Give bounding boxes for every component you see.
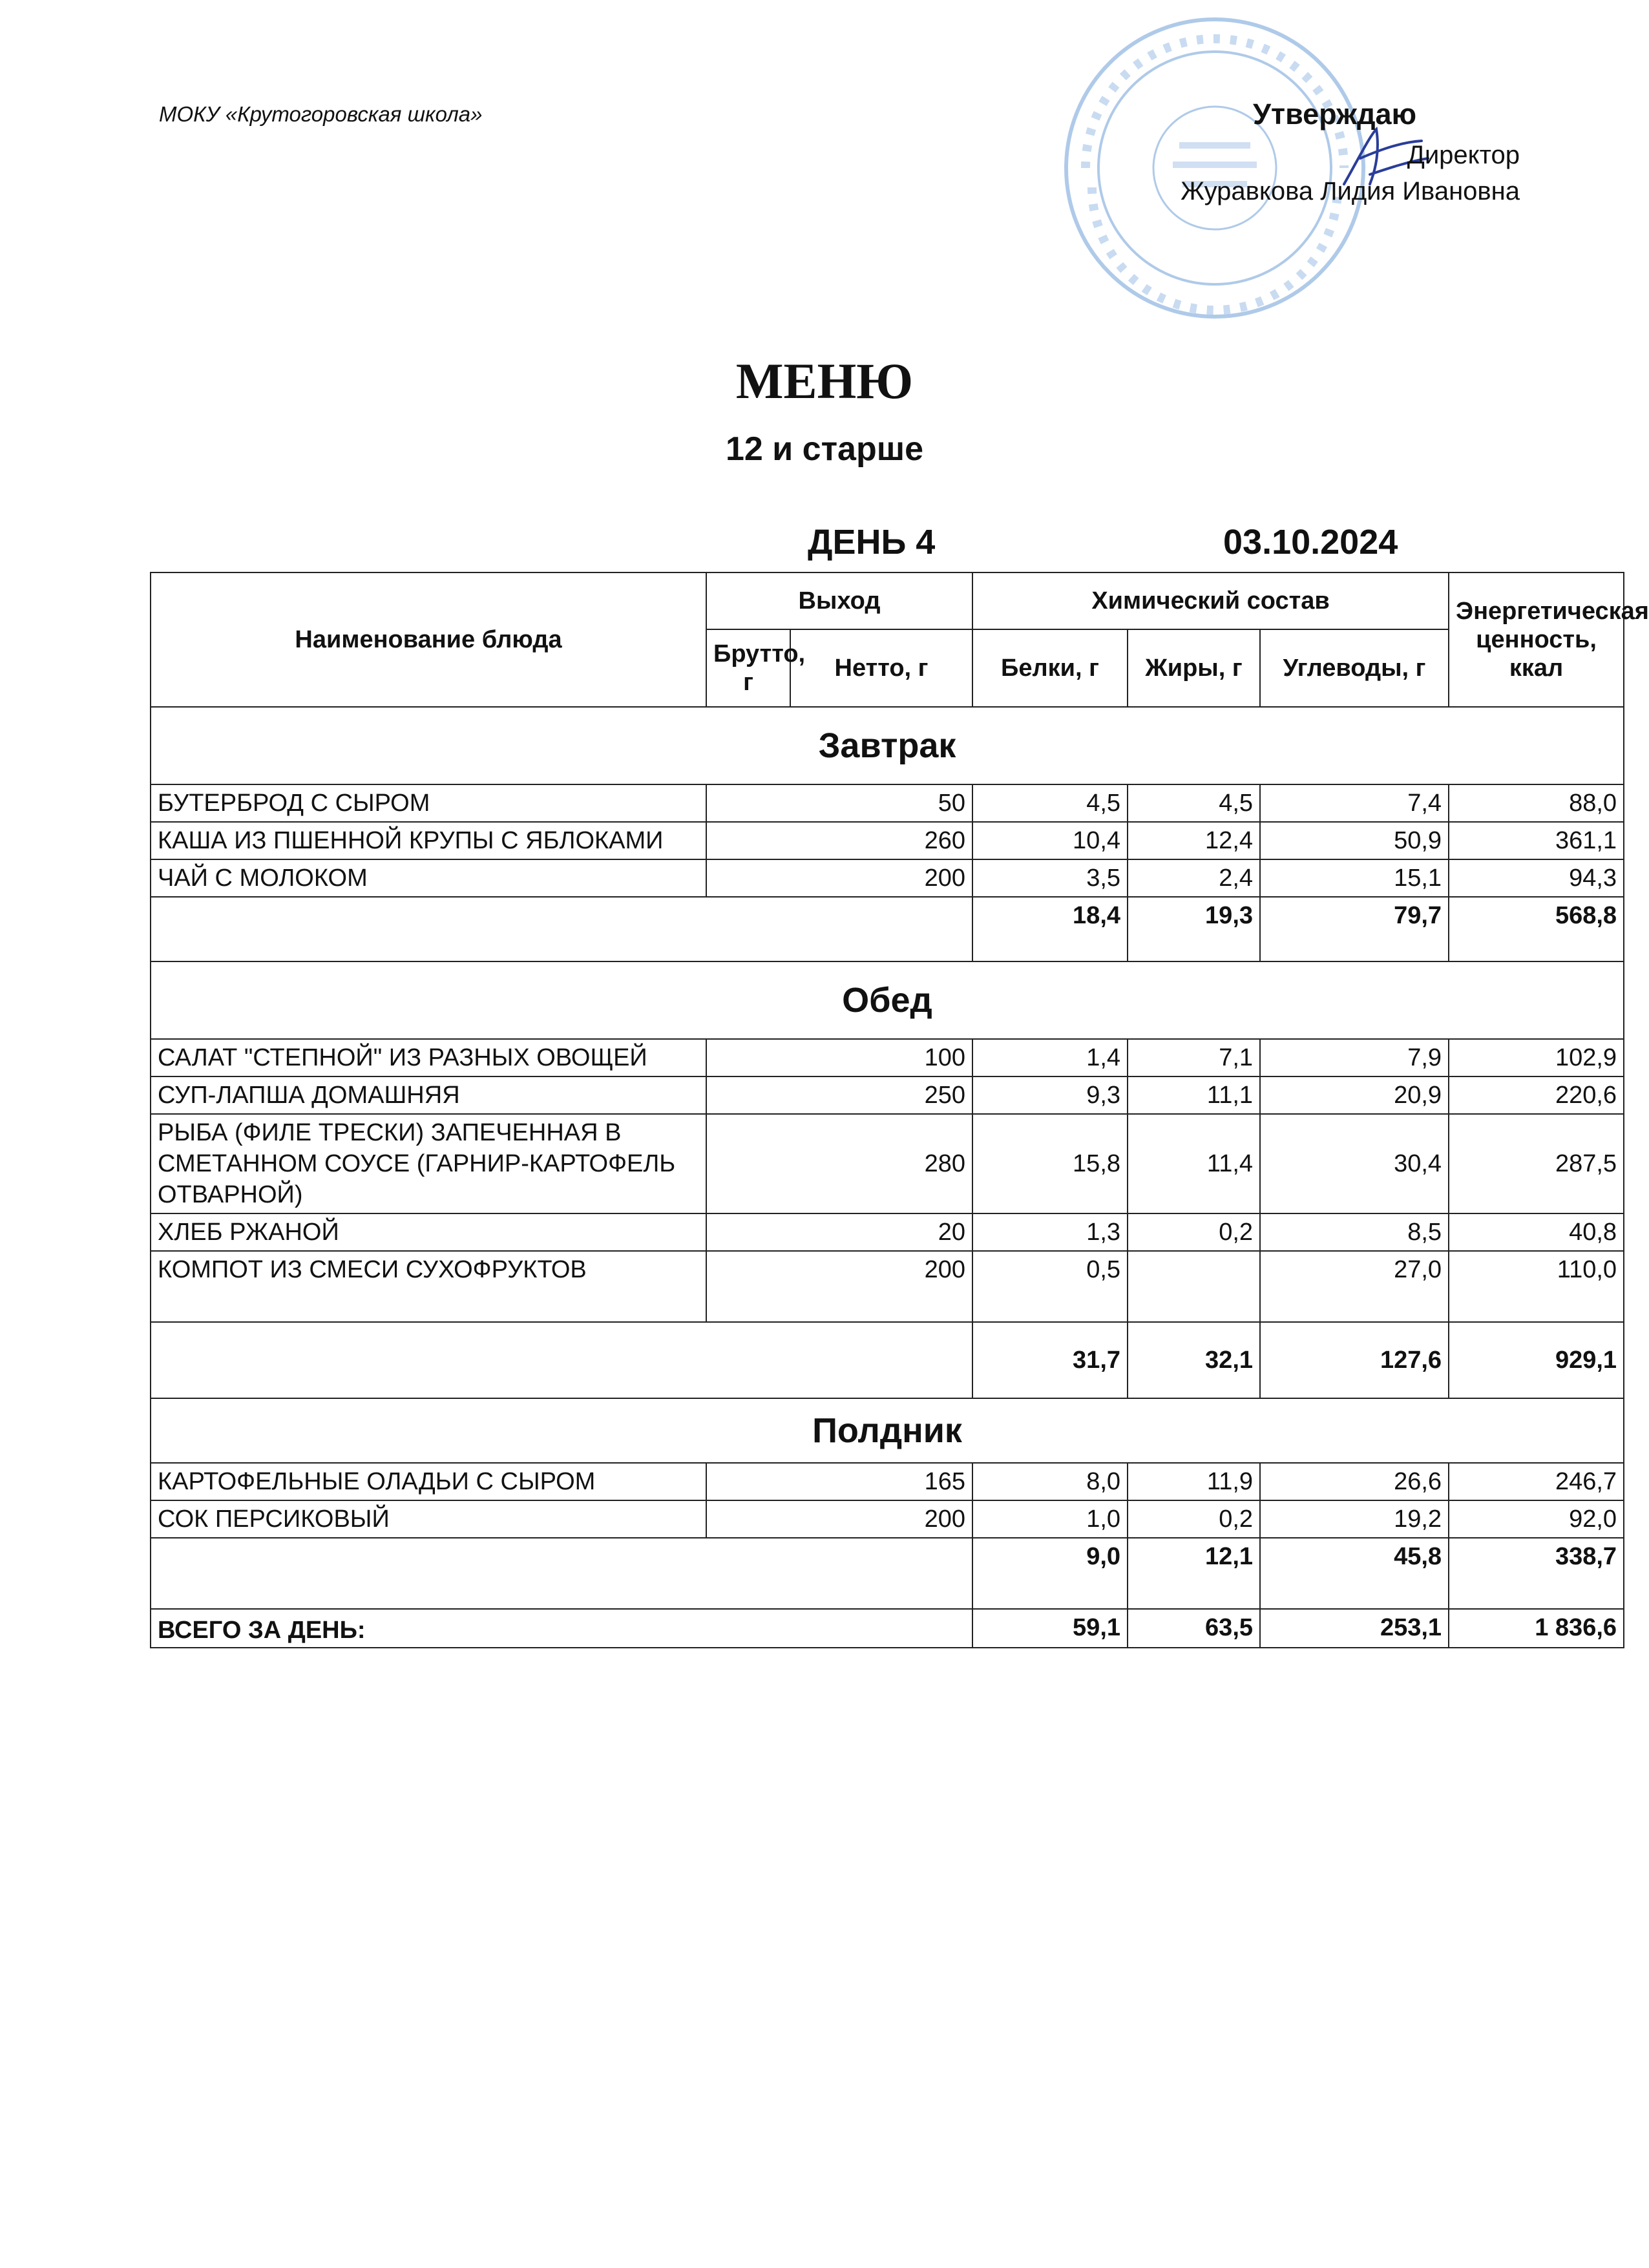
day-total-protein: 59,1 — [972, 1609, 1128, 1648]
header-carbs: Углеводы, г — [1260, 629, 1449, 707]
total-protein: 31,7 — [972, 1322, 1128, 1398]
fat-cell: 11,4 — [1128, 1114, 1260, 1213]
netto-cell: 20 — [706, 1213, 972, 1251]
carbs-cell: 50,9 — [1260, 822, 1449, 859]
netto-cell: 260 — [706, 822, 972, 859]
day-total-fat: 63,5 — [1128, 1609, 1260, 1648]
dish-name: ХЛЕБ РЖАНОЙ — [151, 1213, 706, 1251]
netto-cell: 250 — [706, 1076, 972, 1114]
header-protein: Белки, г — [972, 629, 1128, 707]
menu-body — [151, 707, 1624, 1648]
director-position: Директор — [1407, 141, 1520, 169]
fat-cell: 0,2 — [1128, 1213, 1260, 1251]
day-label: ДЕНЬ 4 — [808, 523, 936, 562]
carbs-cell: 20,9 — [1260, 1076, 1449, 1114]
fat-cell: 7,1 — [1128, 1039, 1260, 1076]
total-fat: 12,1 — [1128, 1538, 1260, 1609]
fat-cell: 0,2 — [1128, 1500, 1260, 1538]
day-total-carbs: 253,1 — [1260, 1609, 1449, 1648]
netto-cell: 280 — [706, 1114, 972, 1213]
header-dish-name: Наименование блюда — [151, 572, 706, 707]
carbs-cell: 7,4 — [1260, 784, 1449, 822]
table-row — [151, 1039, 1624, 1076]
section-total-row — [151, 897, 1624, 961]
total-empty-cell — [151, 1538, 972, 1609]
total-kcal: 568,8 — [1449, 897, 1624, 961]
kcal-cell: 287,5 — [1449, 1114, 1624, 1213]
day-total-label: ВСЕГО ЗА ДЕНЬ: — [151, 1609, 972, 1648]
dish-name: КАША ИЗ ПШЕННОЙ КРУПЫ С ЯБЛОКАМИ — [151, 822, 706, 859]
total-empty-cell — [151, 1322, 972, 1398]
section-title: Полдник — [151, 1398, 1624, 1463]
day-total-row — [151, 1609, 1624, 1648]
header-energy: Энергетическая ценность, ккал — [1449, 572, 1624, 707]
total-carbs: 79,7 — [1260, 897, 1449, 961]
total-fat: 32,1 — [1128, 1322, 1260, 1398]
dish-name: КОМПОТ ИЗ СМЕСИ СУХОФРУКТОВ — [151, 1251, 706, 1322]
approve-title: Утверждаю — [1253, 98, 1416, 131]
carbs-cell: 7,9 — [1260, 1039, 1449, 1076]
carbs-cell: 15,1 — [1260, 859, 1449, 897]
section-total-row — [151, 1538, 1624, 1609]
header-fat: Жиры, г — [1128, 629, 1260, 707]
table-row — [151, 1114, 1624, 1213]
dish-name: СОК ПЕРСИКОВЫЙ — [151, 1500, 706, 1538]
table-row — [151, 1251, 1624, 1322]
protein-cell: 1,0 — [972, 1500, 1128, 1538]
total-protein: 9,0 — [972, 1538, 1128, 1609]
dish-name: РЫБА (ФИЛЕ ТРЕСКИ) ЗАПЕЧЕННАЯ В СМЕТАННОМ СОУСЕ (ГАРНИР-КАРТОФЕЛЬ ОТВАРНОЙ) — [151, 1114, 706, 1213]
fat-cell: 11,9 — [1128, 1463, 1260, 1500]
total-carbs: 45,8 — [1260, 1538, 1449, 1609]
age-group: 12 и старше — [725, 430, 924, 468]
table-row — [151, 1213, 1624, 1251]
fat-cell: 11,1 — [1128, 1076, 1260, 1114]
table-row — [151, 1076, 1624, 1114]
kcal-cell: 220,6 — [1449, 1076, 1624, 1114]
kcal-cell: 361,1 — [1449, 822, 1624, 859]
netto-cell: 200 — [706, 1500, 972, 1538]
kcal-cell: 94,3 — [1449, 859, 1624, 897]
header-brutto: Брутто, г — [706, 629, 790, 707]
table-row — [151, 822, 1624, 859]
table-row — [151, 1463, 1624, 1500]
dish-name: САЛАТ "СТЕПНОЙ" ИЗ РАЗНЫХ ОВОЩЕЙ — [151, 1039, 706, 1076]
total-fat: 19,3 — [1128, 897, 1260, 961]
kcal-cell: 110,0 — [1449, 1251, 1624, 1322]
fat-cell: 12,4 — [1128, 822, 1260, 859]
kcal-cell: 246,7 — [1449, 1463, 1624, 1500]
protein-cell: 15,8 — [972, 1114, 1128, 1213]
fat-cell — [1128, 1251, 1260, 1322]
protein-cell: 1,4 — [972, 1039, 1128, 1076]
school-name: МОКУ «Крутогоровская школа» — [159, 102, 483, 126]
protein-cell: 9,3 — [972, 1076, 1128, 1114]
total-empty-cell — [151, 897, 972, 961]
netto-cell: 200 — [706, 1251, 972, 1322]
table-row — [151, 784, 1624, 822]
menu-table — [150, 572, 1649, 1648]
kcal-cell: 40,8 — [1449, 1213, 1624, 1251]
carbs-cell: 30,4 — [1260, 1114, 1449, 1213]
director-name: Журавкова Лидия Ивановна — [1181, 177, 1520, 205]
section-title: Обед — [151, 961, 1624, 1039]
kcal-cell: 102,9 — [1449, 1039, 1624, 1076]
protein-cell: 0,5 — [972, 1251, 1128, 1322]
header-output: Выход — [706, 572, 972, 629]
netto-cell: 100 — [706, 1039, 972, 1076]
fat-cell: 2,4 — [1128, 859, 1260, 897]
kcal-cell: 88,0 — [1449, 784, 1624, 822]
protein-cell: 4,5 — [972, 784, 1128, 822]
dish-name: БУТЕРБРОД С СЫРОМ — [151, 784, 706, 822]
dish-name: ЧАЙ С МОЛОКОМ — [151, 859, 706, 897]
total-carbs: 127,6 — [1260, 1322, 1449, 1398]
carbs-cell: 27,0 — [1260, 1251, 1449, 1322]
header-netto: Нетто, г — [790, 629, 972, 707]
carbs-cell: 19,2 — [1260, 1500, 1449, 1538]
header-chem: Химический состав — [972, 572, 1449, 629]
netto-cell: 200 — [706, 859, 972, 897]
section-total-row — [151, 1322, 1624, 1398]
table-row — [151, 859, 1624, 897]
menu-date: 03.10.2024 — [1223, 523, 1398, 562]
approval-block — [1067, 96, 1520, 209]
kcal-cell: 92,0 — [1449, 1500, 1624, 1538]
table-row — [151, 1500, 1624, 1538]
carbs-cell: 26,6 — [1260, 1463, 1449, 1500]
page-title: МЕНЮ — [735, 353, 914, 409]
day-total-kcal: 1 836,6 — [1449, 1609, 1624, 1648]
netto-cell: 165 — [706, 1463, 972, 1500]
total-kcal: 338,7 — [1449, 1538, 1624, 1609]
protein-cell: 1,3 — [972, 1213, 1128, 1251]
section-title: Завтрак — [151, 707, 1624, 784]
netto-cell: 50 — [706, 784, 972, 822]
carbs-cell: 8,5 — [1260, 1213, 1449, 1251]
total-kcal: 929,1 — [1449, 1322, 1624, 1398]
protein-cell: 3,5 — [972, 859, 1128, 897]
fat-cell: 4,5 — [1128, 784, 1260, 822]
dish-name: КАРТОФЕЛЬНЫЕ ОЛАДЬИ С СЫРОМ — [151, 1463, 706, 1500]
protein-cell: 10,4 — [972, 822, 1128, 859]
dish-name: СУП-ЛАПША ДОМАШНЯЯ — [151, 1076, 706, 1114]
total-protein: 18,4 — [972, 897, 1128, 961]
protein-cell: 8,0 — [972, 1463, 1128, 1500]
